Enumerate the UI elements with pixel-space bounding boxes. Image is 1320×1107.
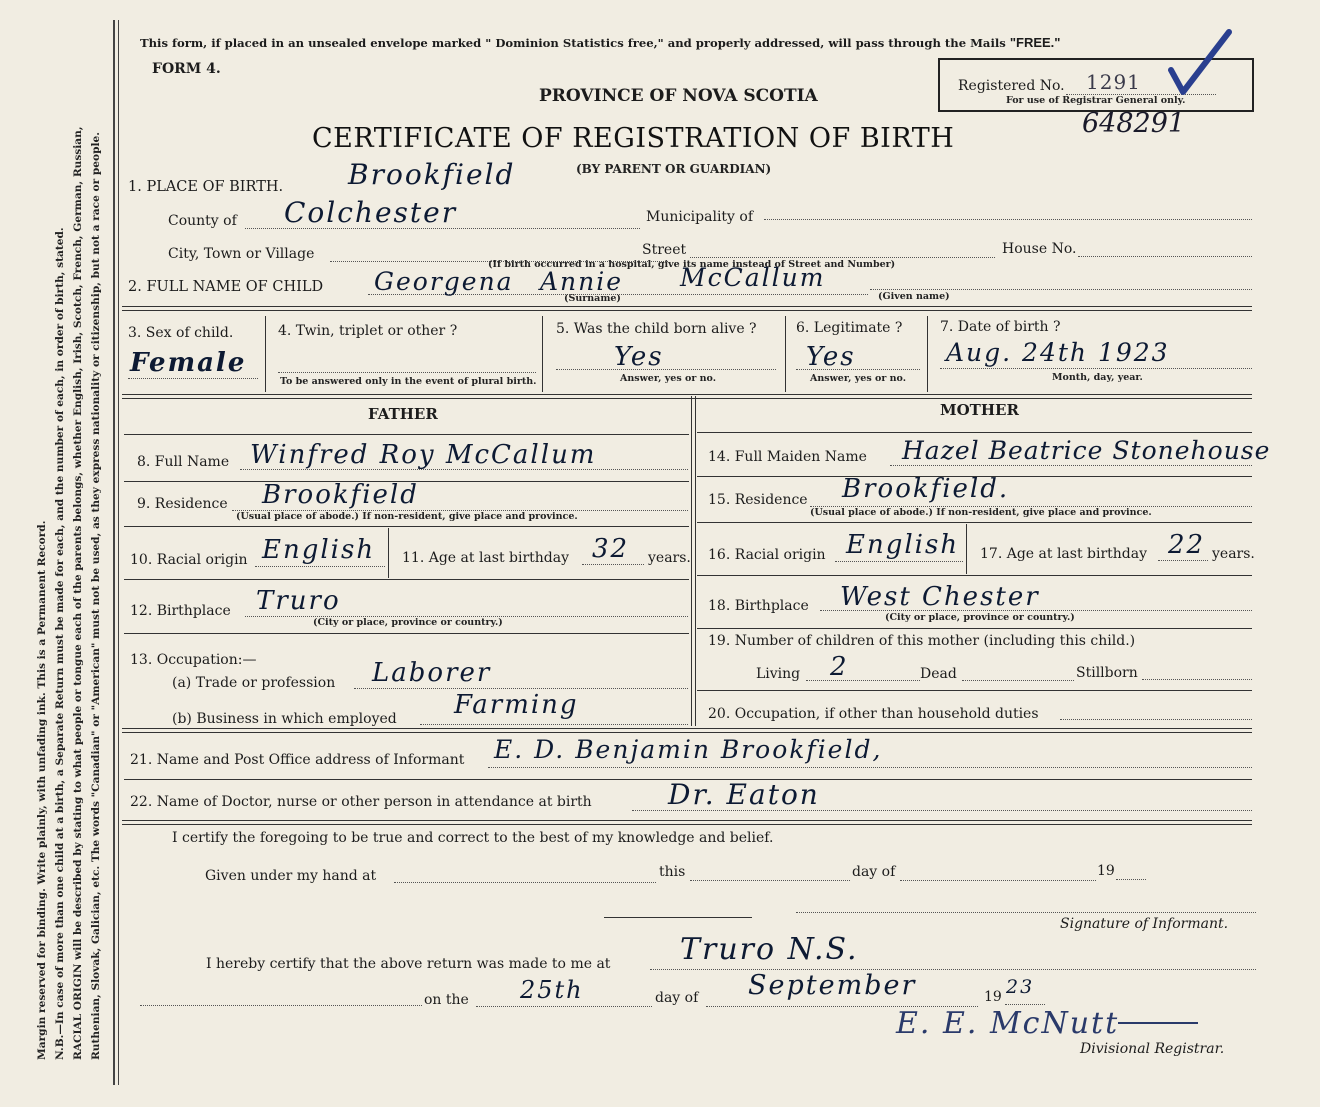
street-label: Street (642, 242, 687, 258)
given-under-label: Given under my hand at (205, 868, 377, 884)
year2-value: 23 (1006, 976, 1035, 998)
informant-label: 21. Name and Post Office address of Informant (130, 752, 465, 768)
municipality-label: Municipality of (646, 209, 754, 225)
hospital-note: (If birth occurred in a hospital, give its name instead of Street and Number) (488, 259, 896, 270)
mother-racial-label: 16. Racial origin (708, 547, 826, 563)
registrar-use-note: For use of Registrar General only. (1006, 95, 1186, 106)
father-trade-label: (a) Trade or profession (172, 675, 336, 691)
father-business-label: (b) Business in which employed (172, 711, 397, 727)
mother-residence: Brookfield. (842, 474, 1010, 504)
father-business: Farming (454, 690, 579, 720)
divisional-registrar-label: Divisional Registrar. (1080, 1041, 1225, 1057)
alive-label: 5. Was the child born alive ? (556, 321, 757, 337)
certify-text: I certify the foregoing to be true and correct to the best of my knowledge and belief. (172, 830, 774, 846)
mother-age: 22 (1168, 530, 1206, 560)
given-name-note: (Given name) (878, 291, 950, 302)
dob-note: Month, day, year. (1052, 372, 1143, 383)
father-birthplace-label: 12. Birthplace (130, 603, 231, 619)
child-surname: McCallum (680, 263, 826, 292)
day-of2-label: day of (655, 990, 699, 1006)
alive-value: Yes (614, 342, 664, 372)
informant-value: E. D. Benjamin Brookfield, (494, 735, 883, 764)
father-age: 32 (592, 534, 630, 564)
margin-note-4: Ruthenian, Slovak, Galician, etc. The words "Canadian" or "American" must not be used, as they express nationality or citizenship, but not a race or people. (90, 132, 102, 1060)
day-of-label: day of (852, 864, 896, 880)
signature-informant-label: Signature of Informant. (1060, 916, 1229, 932)
row-divider (122, 306, 1252, 311)
mother-dead-label: Dead (920, 666, 957, 682)
surname-note: (Surname) (564, 293, 621, 304)
certificate-title: CERTIFICATE OF REGISTRATION OF BIRTH (312, 123, 955, 154)
father-trade: Laborer (372, 658, 492, 688)
place-of-birth-label: 1. PLACE OF BIRTH. (128, 179, 284, 195)
dob-label: 7. Date of birth ? (940, 319, 1061, 335)
mother-children-label: 19. Number of children of this mother (including this child.) (708, 633, 1136, 649)
father-residence: Brookfield (262, 480, 419, 510)
father-residence-note: (Usual place of abode.) If non-resident, give place and province. (236, 511, 578, 522)
father-age-label: 11. Age at last birthday (402, 550, 570, 566)
return-place: Truro N.S. (680, 932, 859, 967)
mother-residence-note: (Usual place of abode.) If non-resident, give place and province. (810, 507, 1152, 518)
county-value: Colchester (284, 196, 458, 229)
father-name: Winfred Roy McCallum (250, 440, 597, 470)
on-day-value: 25th (520, 976, 584, 1004)
doctor-label: 22. Name of Doctor, nurse or other person in attendance at birth (130, 794, 592, 810)
mother-age-label: 17. Age at last birthday (980, 546, 1148, 562)
mother-birthplace-note: (City or place, province or country.) (885, 612, 1075, 623)
mother-occupation-label: 20. Occupation, if other than household duties (708, 706, 1039, 722)
province-title: PROVINCE OF NOVA SCOTIA (539, 86, 818, 106)
on-the-label: on the (424, 992, 469, 1008)
mother-name: Hazel Beatrice Stonehouse (902, 436, 1271, 465)
mother-living: 2 (830, 652, 849, 682)
alive-note: Answer, yes or no. (620, 373, 717, 384)
dob-value: Aug. 24th 1923 (946, 338, 1170, 367)
return-label: I hereby certify that the above return was made to me at (206, 956, 611, 972)
year2-prefix-label: 19 (984, 989, 1002, 1005)
form-number: FORM 4. (152, 61, 221, 77)
postal-notice: This form, if placed in an unsealed envelope marked " Dominion Statistics free," and properly addressed, will pass through the Mails "FREE." (140, 35, 1061, 50)
twin-note: To be answered only in the event of plural birth. (280, 376, 537, 387)
margin-note-1: Margin reserved for binding. Write plainly, with unfading ink. This is a Permanent Record. (36, 520, 48, 1060)
father-years-label: years. (648, 550, 691, 566)
left-border-outer (113, 20, 115, 1085)
father-name-label: 8. Full Name (137, 454, 230, 470)
stamp-number: 648291 (1082, 108, 1186, 139)
place-of-birth-value: Brookfield (348, 158, 516, 191)
father-residence-label: 9. Residence (137, 496, 228, 512)
margin-note-3: RACIAL ORIGIN will be described by stating to what people or tongue each of the parents belongs, whether English, Irish, Scotch, French, German, Russian, (72, 126, 84, 1060)
mother-heading: MOTHER (940, 401, 1019, 419)
registrar-signature: E. E. McNutt (896, 1006, 1120, 1041)
father-occupation-label: 13. Occupation:— (130, 652, 257, 668)
left-border-inner (118, 20, 119, 1085)
margin-note-2: N.B.—In case of more than one child at a birth, a Separate Return must be made for each, and the number of each, in order of birth, stated. (54, 227, 66, 1060)
county-label: County of (168, 213, 237, 229)
father-racial: English (262, 535, 376, 565)
legitimate-value: Yes (806, 342, 856, 372)
child-given-name-1: Georgena (374, 267, 514, 296)
sex-value: Female (130, 348, 247, 378)
sex-label: 3. Sex of child. (128, 325, 234, 341)
father-birthplace: Truro (256, 586, 341, 616)
check-mark-icon (1165, 26, 1235, 106)
mother-name-label: 14. Full Maiden Name (708, 449, 867, 465)
mother-birthplace-label: 18. Birthplace (708, 598, 809, 614)
parents-divider (691, 396, 696, 726)
mother-living-label: Living (756, 666, 801, 682)
mother-stillborn-label: Stillborn (1076, 665, 1138, 681)
mother-racial: English (846, 530, 960, 560)
legitimate-label: 6. Legitimate ? (796, 320, 903, 336)
legitimate-note: Answer, yes or no. (810, 373, 907, 384)
month-value: September (748, 970, 917, 1001)
doctor-value: Dr. Eaton (668, 778, 820, 811)
mother-residence-label: 15. Residence (708, 492, 808, 508)
child-given-name-2: Annie (540, 267, 624, 296)
certificate-subtitle: (BY PARENT OR GUARDIAN) (576, 162, 772, 176)
this-label: this (659, 864, 686, 880)
child-name-label: 2. FULL NAME OF CHILD (128, 279, 324, 295)
father-heading: FATHER (368, 405, 438, 423)
father-birthplace-note: (City or place, province or country.) (313, 617, 503, 628)
year-prefix-label: 19 (1097, 863, 1115, 879)
registered-label: Registered No. (958, 78, 1065, 94)
father-racial-label: 10. Racial origin (130, 552, 248, 568)
registered-value: 1291 (1086, 70, 1141, 94)
city-label: City, Town or Village (168, 246, 315, 262)
twin-label: 4. Twin, triplet or other ? (278, 323, 458, 339)
mother-years-label: years. (1212, 546, 1255, 562)
signature-line-left (604, 917, 752, 918)
mother-birthplace: West Chester (840, 582, 1040, 612)
house-label: House No. (1002, 241, 1077, 257)
